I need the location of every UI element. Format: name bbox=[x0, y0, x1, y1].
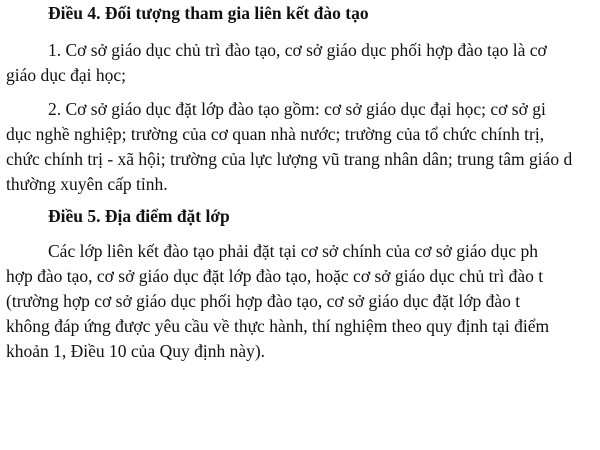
article-5-paragraph-line-5: khoản 1, Điều 10 của Quy định này). bbox=[6, 341, 266, 361]
article-5-paragraph-line-4: không đáp ứng được yêu cầu về thực hành, thí nghiệm theo quy định tại điểm bbox=[6, 316, 550, 336]
article-5-paragraph-line-3: (trường hợp cơ sở giáo dục phối hợp đào tạo, cơ sở giáo dục đặt lớp đào t bbox=[6, 291, 521, 311]
article-4-paragraph-2-line-3: chức chính trị - xã hội; trường của lực lượng vũ trang nhân dân; trung tâm giáo d bbox=[6, 149, 573, 169]
article-5-paragraph-line-2: hợp đào tạo, cơ sở giáo dục đặt lớp đào tạo, hoặc cơ sở giáo dục chủ trì đào t bbox=[6, 266, 544, 286]
article-4-paragraph-1-line-2: giáo dục đại học; bbox=[6, 65, 127, 85]
article-5-paragraph-line-1: Các lớp liên kết đào tạo phải đặt tại cơ sở chính của cơ sở giáo dục ph bbox=[48, 241, 538, 261]
article-4-paragraph-2-line-2: dục nghề nghiệp; trường của cơ quan nhà nước; trường của tổ chức chính trị, bbox=[6, 124, 545, 144]
article-4-paragraph-2-line-4: thường xuyên cấp tỉnh. bbox=[6, 174, 168, 194]
article-4-paragraph-2-line-1: 2. Cơ sở giáo dục đặt lớp đào tạo gồm: cơ sở giáo dục đại học; cơ sở gi bbox=[48, 99, 546, 119]
article-4-heading: Điều 4. Đối tượng tham gia liên kết đào tạo bbox=[48, 3, 369, 23]
article-5-heading: Điều 5. Địa điểm đặt lớp bbox=[48, 206, 230, 226]
article-4-paragraph-1-line-1: 1. Cơ sở giáo dục chủ trì đào tạo, cơ sở giáo dục phối hợp đào tạo là cơ bbox=[48, 40, 547, 60]
